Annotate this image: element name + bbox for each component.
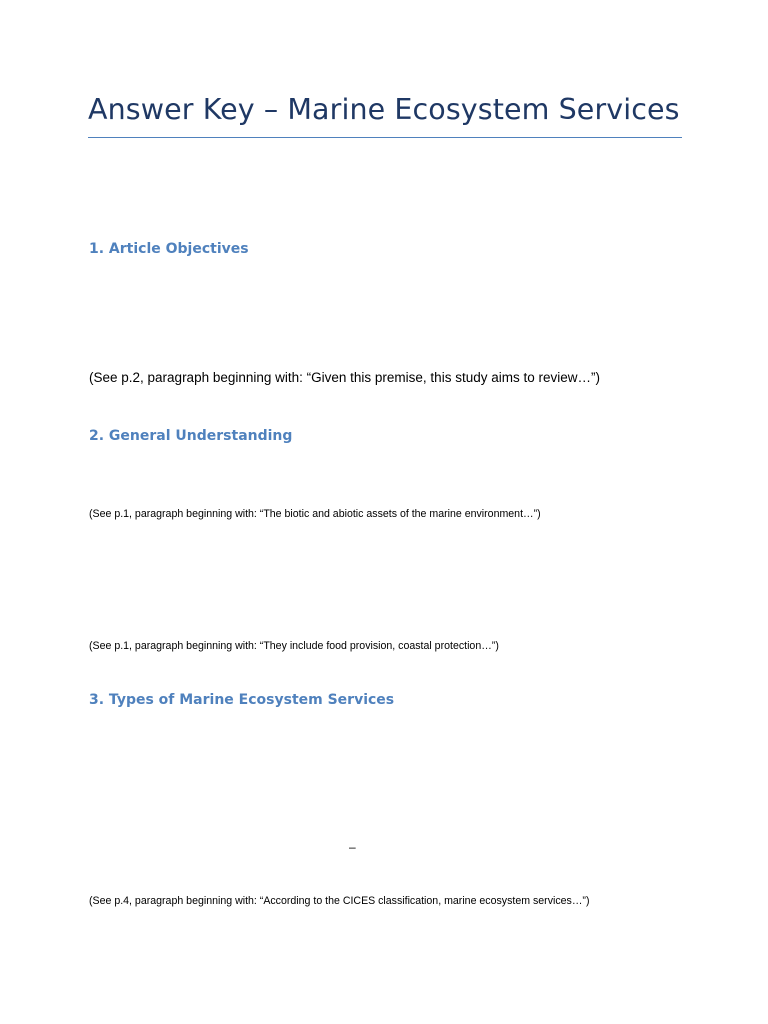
section-2-reference-1: (See p.1, paragraph beginning with: “The biotic and abiotic assets of the marine environment…”) [89, 508, 541, 520]
section-heading-types-of-services: 3. Types of Marine Ecosystem Services [89, 692, 395, 708]
section-heading-general-understanding: 2. General Understanding [89, 428, 293, 444]
section-3-reference: (See p.4, paragraph beginning with: “According to the CICES classification, marine ecosystem services…”) [89, 895, 590, 907]
document-title: Answer Key – Marine Ecosystem Services [88, 93, 680, 126]
section-heading-article-objectives: 1. Article Objectives [89, 241, 249, 257]
section-1-reference: (See p.2, paragraph beginning with: “Given this premise, this study aims to review…”) [89, 370, 600, 385]
section-3-dash: – [349, 840, 356, 854]
section-2-reference-2: (See p.1, paragraph beginning with: “They include food provision, coastal protection…”) [89, 640, 499, 652]
title-underline [88, 137, 682, 138]
